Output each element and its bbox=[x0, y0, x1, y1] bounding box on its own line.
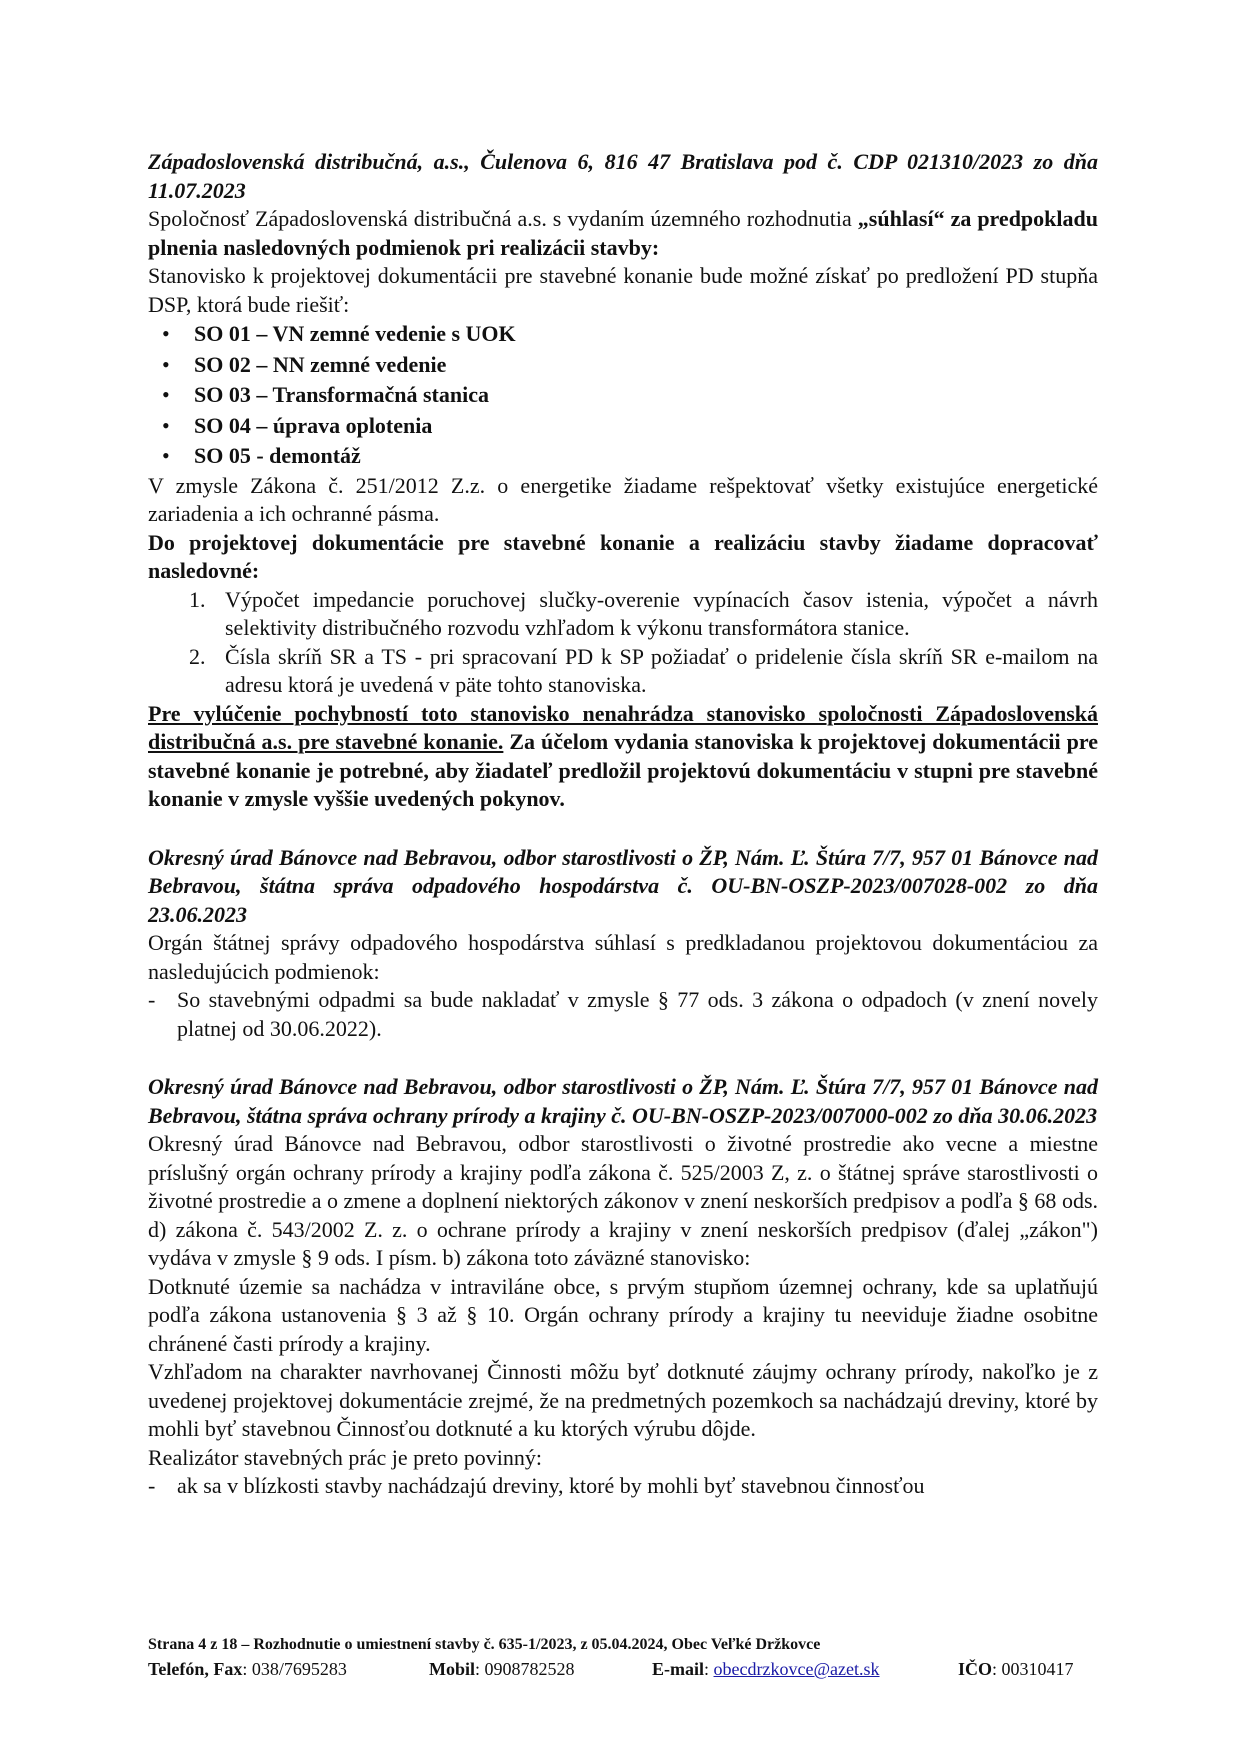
footer-contacts bbox=[148, 1656, 1098, 1682]
zsd-intro-text: Spoločnosť Západoslovenská distribučná a.s. s vydaním územného rozhodnutia bbox=[148, 206, 858, 231]
footer-page-info: Strana 4 z 18 – Rozhodnutie o umiestnení stavby č. 635-1/2023, z 05.04.2024, Obec Veľké Držkovce bbox=[148, 1636, 821, 1653]
list-item: • SO 05 - demontáž bbox=[194, 441, 1098, 472]
zsd-closing bbox=[148, 700, 1098, 814]
zsd-intro bbox=[148, 205, 1098, 262]
list-item bbox=[189, 643, 1098, 700]
list-item: • SO 01 – VN zemné vedenie s UOK bbox=[194, 319, 1098, 350]
section-heading-zsd: Západoslovenská distribučná, a.s., Čulenova 6, 816 47 Bratislava pod č. CDP 021310/2023 zo dňa 11.07.2023 bbox=[148, 149, 1098, 203]
zsd-closing-rest: Za účelom vydania stanoviska k projektovej dokumentácii pre stavebné konanie je potrebné, aby žiadateľ predložil projektovú dokumentáciu v stupni pre stavebné konanie v zmysle vyššie uvedených pokynov. bbox=[148, 729, 1098, 811]
footer-ico-value: : 00310417 bbox=[992, 1659, 1074, 1679]
list-item: • SO 02 – NN zemné vedenie bbox=[194, 350, 1098, 381]
priroda-paragraph-1: Okresný úrad Bánovce nad Bebravou, odbor starostlivosti o životné prostredie ako vecne a miestne príslušný orgán ochrany prírody a krajiny podľa zákona č. 525/2003 Z, z. o štátnej správe starostlivosti o životné prostredie a o zmene a doplnení niektorých zákonov v znení neskorších predpisov a podľa § 68 ods. d) zákona č. 543/2002 Z. z. o ochrane prírody a krajiny v znení neskorších predpisov (ďalej „zákon") vydáva v zmysle § 9 ods. I písm. b) zákona toto záväzné stanovisko: bbox=[148, 1131, 1098, 1270]
section-heading-priroda: Okresný úrad Bánovce nad Bebravou, odbor starostlivosti o ŽP, Nám. Ľ. Štúra 7/7, 957 01 Bánovce nad Bebravou, štátna správa ochrany prírody a krajiny č. OU-BN-OSZP-2023/007000-002 zo dňa 30.06.2023 bbox=[148, 1074, 1098, 1128]
building-objects-list bbox=[148, 319, 1098, 472]
footer-ico-label: IČO bbox=[958, 1659, 993, 1679]
footer-phone-value: : 038/7695283 bbox=[242, 1659, 347, 1679]
footer-mobile bbox=[429, 1656, 575, 1682]
page-footer bbox=[148, 1634, 1098, 1682]
zsd-stanovisko: Stanovisko k projektovej dokumentácii pre stavebné konanie bude možné získať po predložení PD stupňa DSP, ktorá bude riešiť: bbox=[148, 263, 1098, 317]
footer-mobile-label: Mobil bbox=[429, 1659, 476, 1679]
footer-email bbox=[652, 1656, 880, 1682]
document-body bbox=[148, 148, 1098, 1501]
list-text: Čísla skríň SR a TS - pri spracovaní PD k SP požiadať o pridelenie čísla skríň SR e-mailom na adresu ktorá je uvedená v päte tohto stanoviska. bbox=[225, 643, 1098, 697]
footer-phone bbox=[148, 1656, 347, 1682]
section-spacer bbox=[148, 814, 1098, 844]
section-heading-odpad: Okresný úrad Bánovce nad Bebravou, odbor starostlivosti o ŽP, Nám. Ľ. Štúra 7/7, 957 01 Bánovce nad Bebravou, štátna správa odpadového hospodárstva č. OU-BN-OSZP-2023/007028-002 zo dňa 23.06.2023 bbox=[148, 844, 1098, 927]
list-item bbox=[189, 586, 1098, 643]
zsd-intro-bold: „súhlasí“ za predpokladu plnenia nasledovných podmienok pri realizácii stavby: bbox=[148, 206, 1098, 260]
zsd-zakon: V zmysle Zákona č. 251/2012 Z.z. o energetike žiadame rešpektovať všetky existujúce energetické zariadenia a ich ochranné pásma. bbox=[148, 472, 1098, 526]
zsd-closing-underlined: Pre vylúčenie pochybností toto stanovisko nenahrádza stanovisko spoločnosti Západoslovenská distribučná a.s. pre stavebné konanie. bbox=[148, 700, 1098, 754]
list-number: 1. bbox=[189, 586, 206, 612]
section-spacer bbox=[148, 1043, 1098, 1073]
list-item: - ak sa v blízkosti stavby nachádzajú dreviny, ktoré by mohli byť stavebnou činnosťou bbox=[177, 1472, 1098, 1501]
odpad-conditions-list bbox=[148, 986, 1098, 1043]
odpad-text: Orgán štátnej správy odpadového hospodárstva súhlasí s predkladanou projektovou dokumentáciou za nasledujúcich podmienok: bbox=[148, 930, 1098, 984]
priroda-paragraph-2: Dotknuté územie sa nachádza v intraviláne obce, s prvým stupňom územnej ochrany, kde sa uplatňujú podľa zákona ustanovenia § 3 až § 10. Orgán ochrany prírody a krajiny tu neeviduje žiadne osobitne chránené časti prírody a krajiny. bbox=[148, 1273, 1098, 1356]
priroda-paragraph-3: Vzhľadom na charakter navrhovanej Činnosti môžu byť dotknuté záujmy ochrany prírody, nakoľko je z uvedenej projektovej dokumentácie zrejmé, že na predmetných pozemkoch sa nachádzajú dreviny, ktoré by mohli byť stavebnou Činnosťou dotknuté a ku ktorých výrubu dôjde. bbox=[148, 1359, 1098, 1441]
footer-mobile-value: : 0908782528 bbox=[475, 1659, 575, 1679]
list-item: • SO 04 – úprava oplotenia bbox=[194, 411, 1098, 442]
footer-email-link[interactable]: obecdrzkovce@azet.sk bbox=[713, 1659, 880, 1679]
list-number: 2. bbox=[189, 643, 206, 669]
priroda-conditions-list bbox=[148, 1472, 1098, 1501]
zsd-dopracovat: Do projektovej dokumentácie pre stavebné konanie a realizáciu stavby žiadame dopracovať nasledovné: bbox=[148, 529, 1098, 583]
footer-ico bbox=[958, 1656, 1074, 1682]
list-item: • SO 03 – Transformačná stanica bbox=[194, 380, 1098, 411]
requirements-list bbox=[148, 586, 1098, 700]
list-text: Výpočet impedancie poruchovej slučky-overenie vypínacích časov istenia, výpočet a návrh selektivity distribučného rozvodu vzhľadom k výkonu transformátora stanice. bbox=[225, 586, 1098, 640]
footer-phone-label: Telefón, Fax bbox=[148, 1659, 243, 1679]
priroda-paragraph-4: Realizátor stavebných prác je preto povinný: bbox=[148, 1444, 543, 1470]
footer-email-label: E-mail bbox=[652, 1659, 704, 1679]
list-item: - So stavebnými odpadmi sa bude nakladať v zmysle § 77 ods. 3 zákona o odpadoch (v znení novely platnej od 30.06.2022). bbox=[177, 986, 1098, 1043]
footer-email-sep: : bbox=[704, 1659, 714, 1679]
